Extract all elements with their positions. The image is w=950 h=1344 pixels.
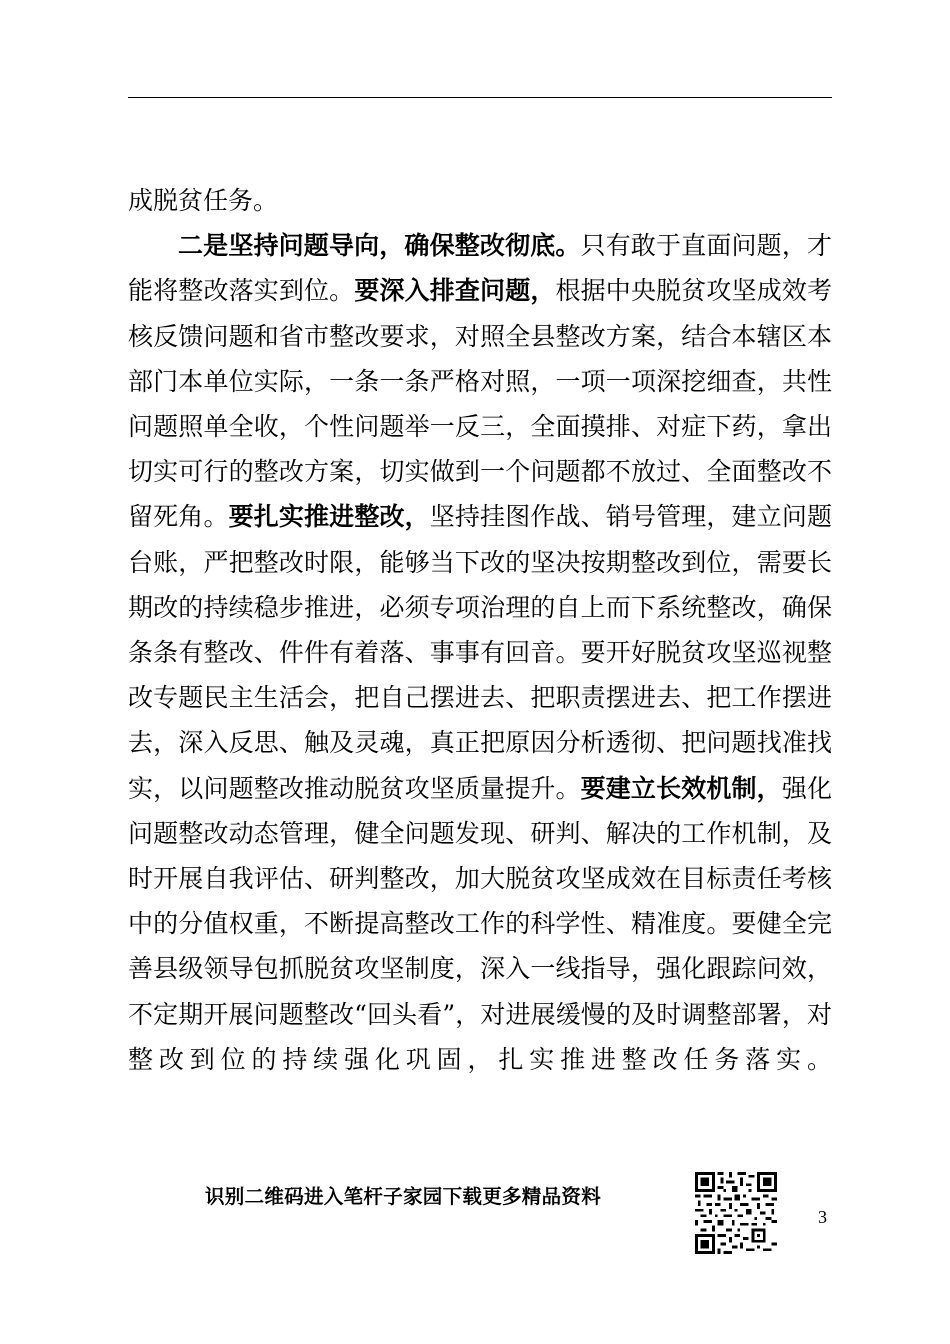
paragraph-text: 只有敢于直面问题，才能将整改落实到位。 [128,231,832,306]
paragraph-heading: 二是坚持问题导向，确保整改彻底。 [178,231,581,261]
subheading-investigate: 要深入排查问题， [354,276,556,306]
subheading-mechanism: 要建立长效机制， [580,773,782,803]
document-body [128,178,832,1082]
qr-code-icon [693,1172,779,1254]
continuation-line: 成脱贫任务。 [128,186,279,215]
text-investigate: 根据中央脱贫攻坚成效考核反馈问题和省市整改要求，对照全县整改方案，结合本辖区本部门本单位实际，一条一条严格对照，一项一项深挖细查，共性问题照单全收，个性问题举一反三，全面摸排、对症下药，拿出切实可行的整改方案，切实做到一个问题都不放过、全面整改不留死角。 [128,276,832,532]
text-mechanism: 强化问题整改动态管理，健全问题发现、研判、解决的工作机制，及时开展自我评估、研判整改，加大脱贫攻坚成效在目标责任考核中的分值权重，不断提高整改工作的科学性、精准度。要健全完善县级领导包抓脱贫攻坚制度，深入一线指导，强化跟踪问效，不定期开展问题整改“回头看”，对进展缓慢的及时调整部署，对整改到位的持续强化巩固，扎实推进整改任务落实。 [128,773,832,1074]
text-rectify: 坚持挂图作战、销号管理，建立问题台账，严把整改时限，能够当下改的坚决按期整改到位，需要长期改的持续稳步推进，必须专项治理的自上而下系统整改，确保条条有整改、件件有着落、事事有回音。要开好脱贫攻坚巡视整改专题民主生活会，把自己摆进去、把职责摆进去、把工作摆进去，深入反思、触及灵魂，真正把原因分析透彻、把问题找准找实，以问题整改推动脱贫攻坚质量提升。 [128,502,832,803]
subheading-rectify: 要扎实推进整改， [228,502,430,532]
header-rule [128,97,832,98]
paragraph-2 [128,223,832,1082]
footer-promo-text: 识别二维码进入笔杆子家园下载更多精品资料 [205,1185,602,1208]
page-number: 3 [818,1207,827,1227]
